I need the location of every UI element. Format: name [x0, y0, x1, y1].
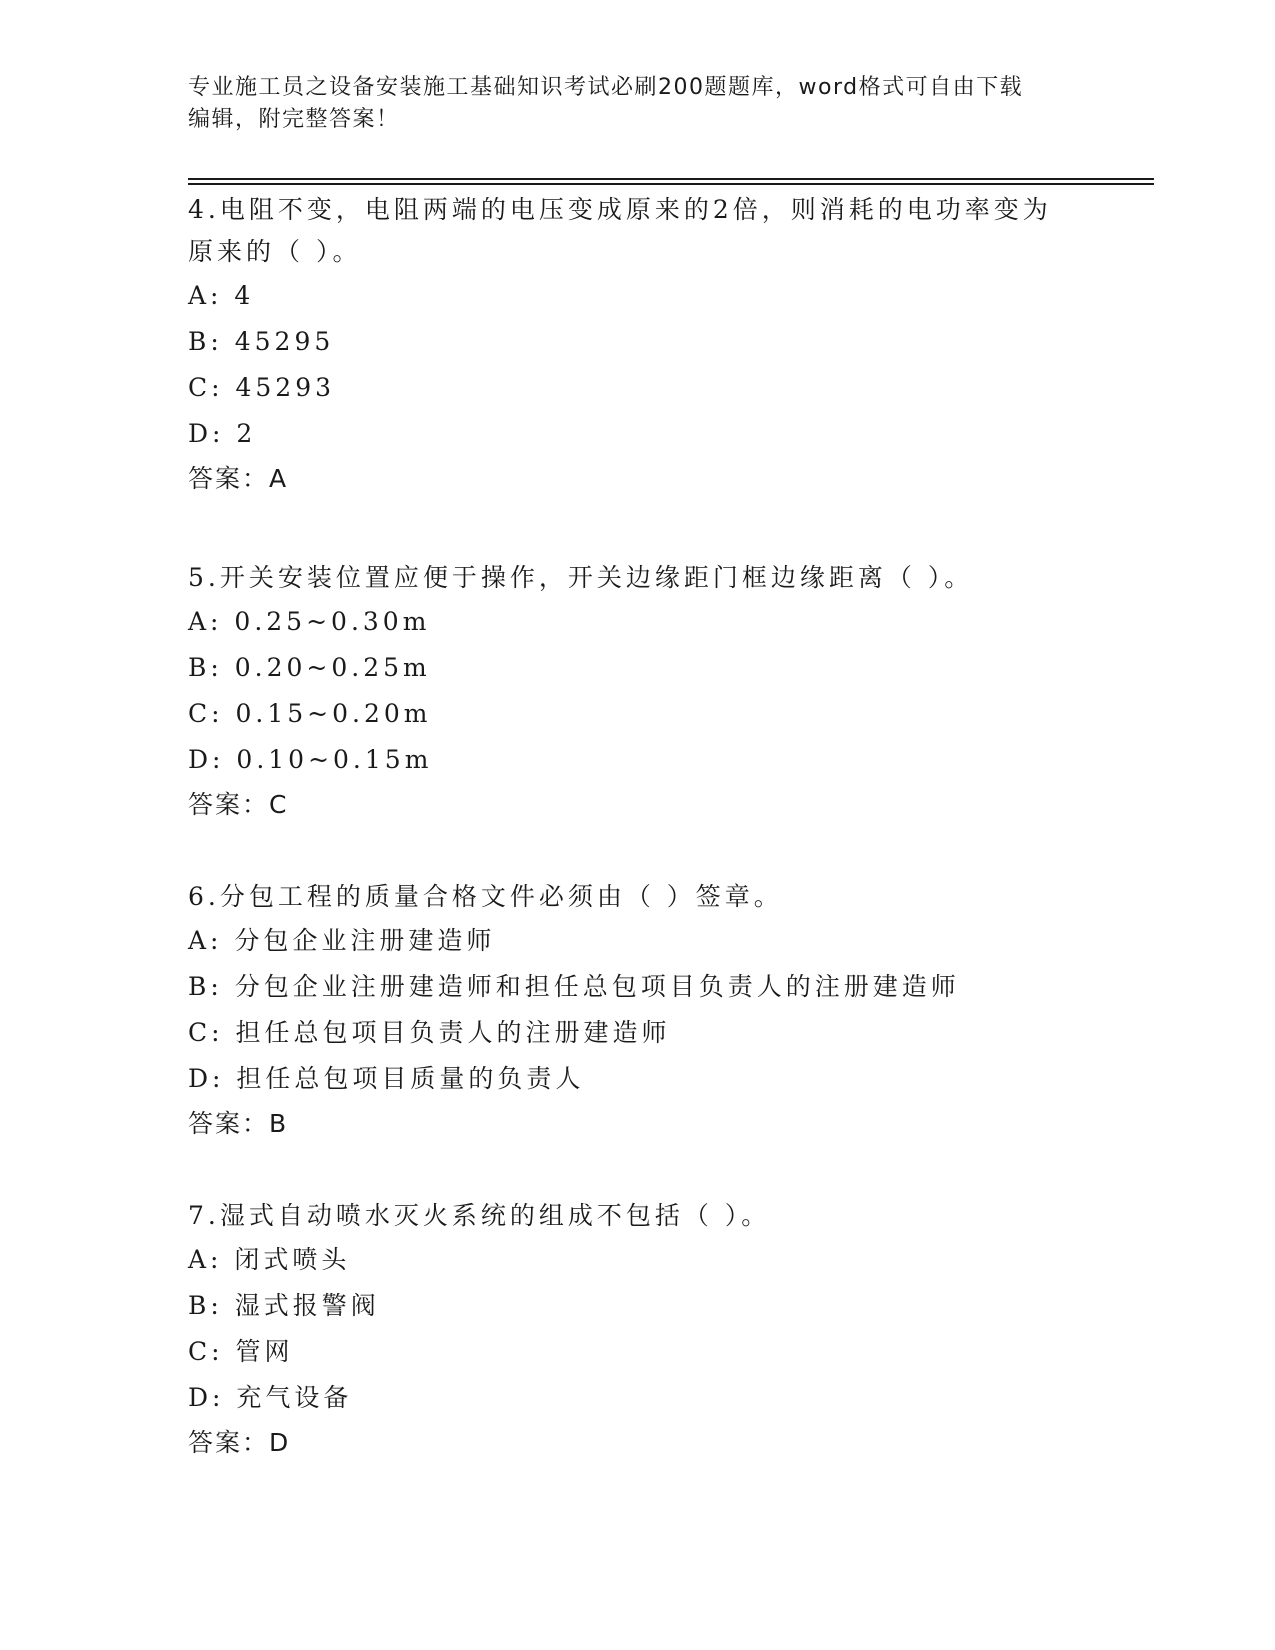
- option-b: B: 45295: [188, 327, 335, 356]
- option-a: A: 4: [188, 281, 255, 310]
- option-b: B: 分包企业注册建造师和担任总包项目负责人的注册建造师: [188, 972, 960, 1001]
- option-b: B: 湿式报警阀: [188, 1291, 380, 1320]
- question-stem: 6.分包工程的质量合格文件必须由（ ）签章。: [188, 882, 783, 911]
- option-c: C: 管网: [188, 1337, 294, 1366]
- option-d: D: 2: [188, 419, 257, 448]
- question-stem: 4.电阻不变，电阻两端的电压变成原来的2倍，则消耗的电功率变为 原来的（ ）。: [188, 195, 1052, 266]
- answer-label: 答案：B: [188, 1109, 289, 1138]
- option-a: A: 闭式喷头: [188, 1245, 351, 1274]
- question-stem: 7.湿式自动喷水灭火系统的组成不包括（ ）。: [188, 1201, 771, 1230]
- question-6: [188, 876, 1088, 1146]
- option-c: C: 45293: [188, 373, 336, 402]
- option-d: D: 0.10~0.15m: [188, 745, 433, 774]
- option-a: A: 分包企业注册建造师: [188, 926, 496, 955]
- answer-label: 答案：A: [188, 464, 289, 493]
- option-c: C: 0.15~0.20m: [188, 699, 432, 728]
- option-d: D: 担任总包项目质量的负责人: [188, 1064, 585, 1093]
- question-4: [188, 189, 1088, 501]
- question-5: [188, 557, 1088, 827]
- header-divider-bottom: [188, 183, 1154, 185]
- document-header: 专业施工员之设备安装施工基础知识考试必刷200题题库，word格式可自由下载 编辑，附完整答案！: [188, 75, 1024, 132]
- option-b: B: 0.20~0.25m: [188, 653, 431, 682]
- option-a: A: 0.25~0.30m: [188, 607, 431, 636]
- question-7: [188, 1195, 1088, 1465]
- question-stem: 5.开关安装位置应便于操作，开关边缘距门框边缘距离（ ）。: [188, 563, 974, 592]
- option-c: C: 担任总包项目负责人的注册建造师: [188, 1018, 671, 1047]
- answer-label: 答案：C: [188, 790, 289, 819]
- answer-label: 答案：D: [188, 1428, 291, 1457]
- header-divider-top: [188, 178, 1154, 180]
- option-d: D: 充气设备: [188, 1383, 353, 1412]
